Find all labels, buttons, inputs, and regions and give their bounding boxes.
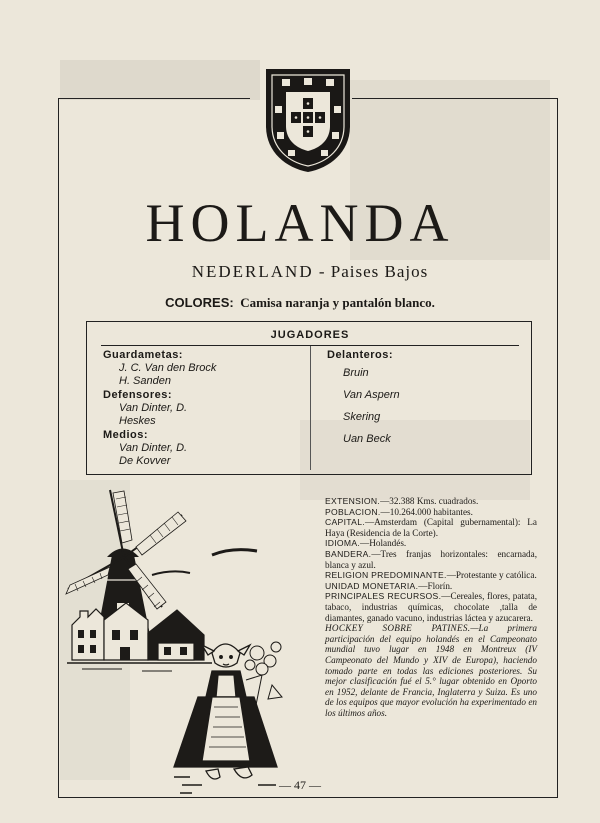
team-colors [0, 295, 600, 311]
coat-of-arms-icon [262, 66, 354, 174]
frame-rule [58, 98, 250, 99]
fact-population: POBLACION.—10.264.000 habitantes. [325, 506, 473, 517]
frame-rule [352, 98, 558, 99]
fact-resources: PRINCIPALES RECURSOS.—Cereales, flores, patata, tabaco, industrias químicas, chocolate ,talla de diamantes, ganado vacuno, industrias láctea y azucarera. [325, 591, 537, 623]
forwards-label: Delanteros: [327, 349, 394, 361]
country-subtitle [0, 262, 600, 282]
bleed-through [60, 60, 260, 100]
fact-extension: EXTENSION.—32.388 Kms. cuadrados. [325, 496, 479, 506]
players-heading: JUGADORES [270, 329, 350, 341]
fact-language: IDIOMA.—Holandés. [325, 538, 407, 549]
player-name: Uan Beck [343, 433, 391, 445]
player-name: Van Dinter, D. [119, 402, 188, 414]
fact-flag: BANDERA.—Tres franjas horizontales: encarnada, blanca y azul. [325, 548, 537, 570]
page-title: HOLANDA [145, 193, 455, 253]
player-name: J. C. Van den Brock [119, 362, 217, 374]
player-name: Skering [343, 411, 381, 423]
players-box [86, 321, 532, 475]
windmill-dutch-girl-illustration [62, 485, 327, 805]
fact-capital: CAPITAL.—Amsterdam (Capital gubernamental): La Haya (Residencia de la Corte). [325, 517, 537, 538]
player-name: De Kovver [119, 455, 171, 467]
fact-currency: UNIDAD MONETARIA.—Florín. [325, 580, 453, 591]
page-number: — 47 — [279, 778, 321, 792]
player-name: Van Dinter, D. [119, 442, 188, 454]
colors-value: Camisa naranja y pantalón blanco. [240, 295, 435, 310]
players-right-column [327, 349, 517, 450]
player-name: Heskes [119, 415, 156, 427]
fact-religion: RELIGION PREDOMINANTE.—Protestante y católica. [325, 570, 537, 581]
players-column-divider [310, 346, 311, 470]
player-name: Van Aspern [343, 389, 400, 401]
goalkeepers-label: Guardametas: [103, 349, 183, 361]
player-name: Bruin [343, 367, 369, 379]
alternate-country-name: - Paises Bajos [318, 262, 429, 281]
country-facts [325, 496, 537, 718]
midfielders-label: Medios: [103, 429, 149, 441]
players-left-column [103, 349, 303, 468]
colors-label: COLORES: [165, 295, 234, 310]
player-name: H. Sanden [119, 375, 171, 387]
defenders-label: Defensores: [103, 389, 173, 401]
fact-roller-hockey: HOCKEY SOBRE PATINES.—La primera participación del equipo holandés en el Campeonato mundial tuvo lugar en 1948 en Montreux (IV Campeonato del Mundo y XIV de Europa), haciendo tomado parte en todas las ediciones posteriores. Su mejor clasificación fué el 5.° lugar obtenido en Oporto en 1952, delante de Francia, Inglaterra y Suiza. Es uno de los equipos que mayor evolución ha experimentado en los últimos años. [325, 623, 538, 718]
native-country-name: NEDERLAND [191, 262, 314, 281]
